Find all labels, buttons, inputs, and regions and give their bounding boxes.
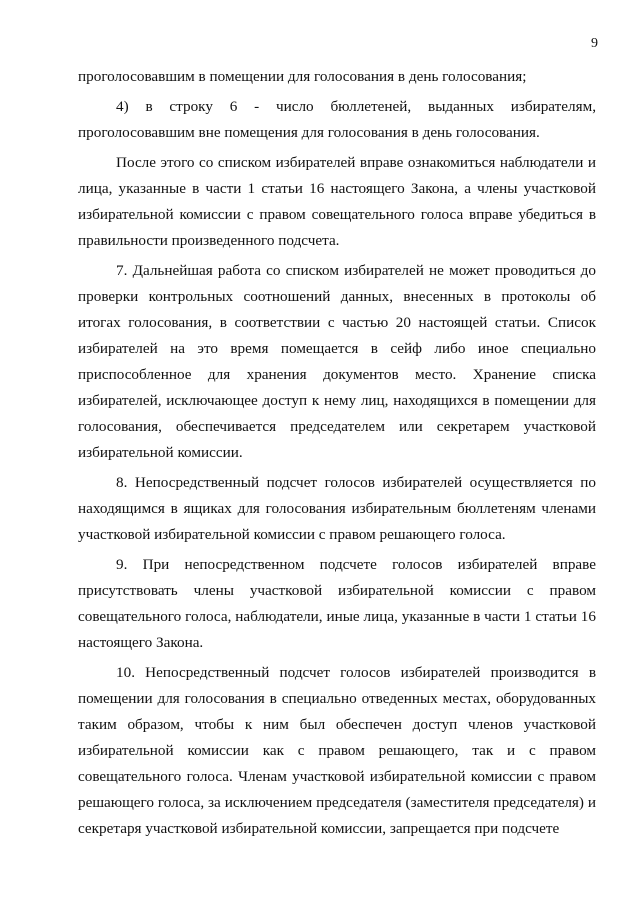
paragraph-after-count: После этого со списком избирателей вправе ознакомиться наблюдатели и лица, указанные в части 1 статьи 16 настоящего Закона, а члены участковой избирательной комиссии с правом совещательного голоса вправе убедиться в правильности произведенного подсчета. xyxy=(78,154,596,249)
paragraph-item-4: 4) в строку 6 - число бюллетеней, выданных избирателям, проголосовавшим вне помещения для голосования в день голосования. xyxy=(78,98,596,141)
document-body xyxy=(78,64,596,842)
paragraph-8: 8. Непосредственный подсчет голосов избирателей осуществляется по находящимся в ящиках для голосования избирательным бюллетеням членами участковой избирательной комиссии с правом решающего голоса. xyxy=(78,474,596,543)
page-number: 9 xyxy=(591,36,598,51)
paragraph-continuation: проголосовавшим в помещении для голосования в день голосования; xyxy=(78,68,527,85)
paragraph-10: 10. Непосредственный подсчет голосов избирателей производится в помещении для голосования в специально отведенных местах, оборудованных таким образом, чтобы к ним был обеспечен доступ членов участковой избирательной комиссии как с правом решающего, так и с правом совещательного голоса. Членам участковой избирательной комиссии с правом решающего голоса, за исключением председателя (заместителя председателя) и секретаря участковой избирательной комиссии, запрещается при подсчете xyxy=(78,664,596,837)
paragraph-9: 9. При непосредственном подсчете голосов избирателей вправе присутствовать члены участковой избирательной комиссии с правом совещательного голоса, наблюдатели, иные лица, указанные в части 1 статьи 16 настоящего Закона. xyxy=(78,556,596,651)
paragraph-7: 7. Дальнейшая работа со списком избирателей не может проводиться до проверки контрольных соотношений данных, внесенных в протоколы об итогах голосования, в соответствии с частью 20 настоящей статьи. Список избирателей на это время помещается в сейф либо иное специально приспособленное для хранения документов место. Хранение списка избирателей, исключающее доступ к нему лиц, находящихся в помещении для голосования, обеспечивается председателем или секретарем участковой избирательной комиссии. xyxy=(78,262,596,461)
